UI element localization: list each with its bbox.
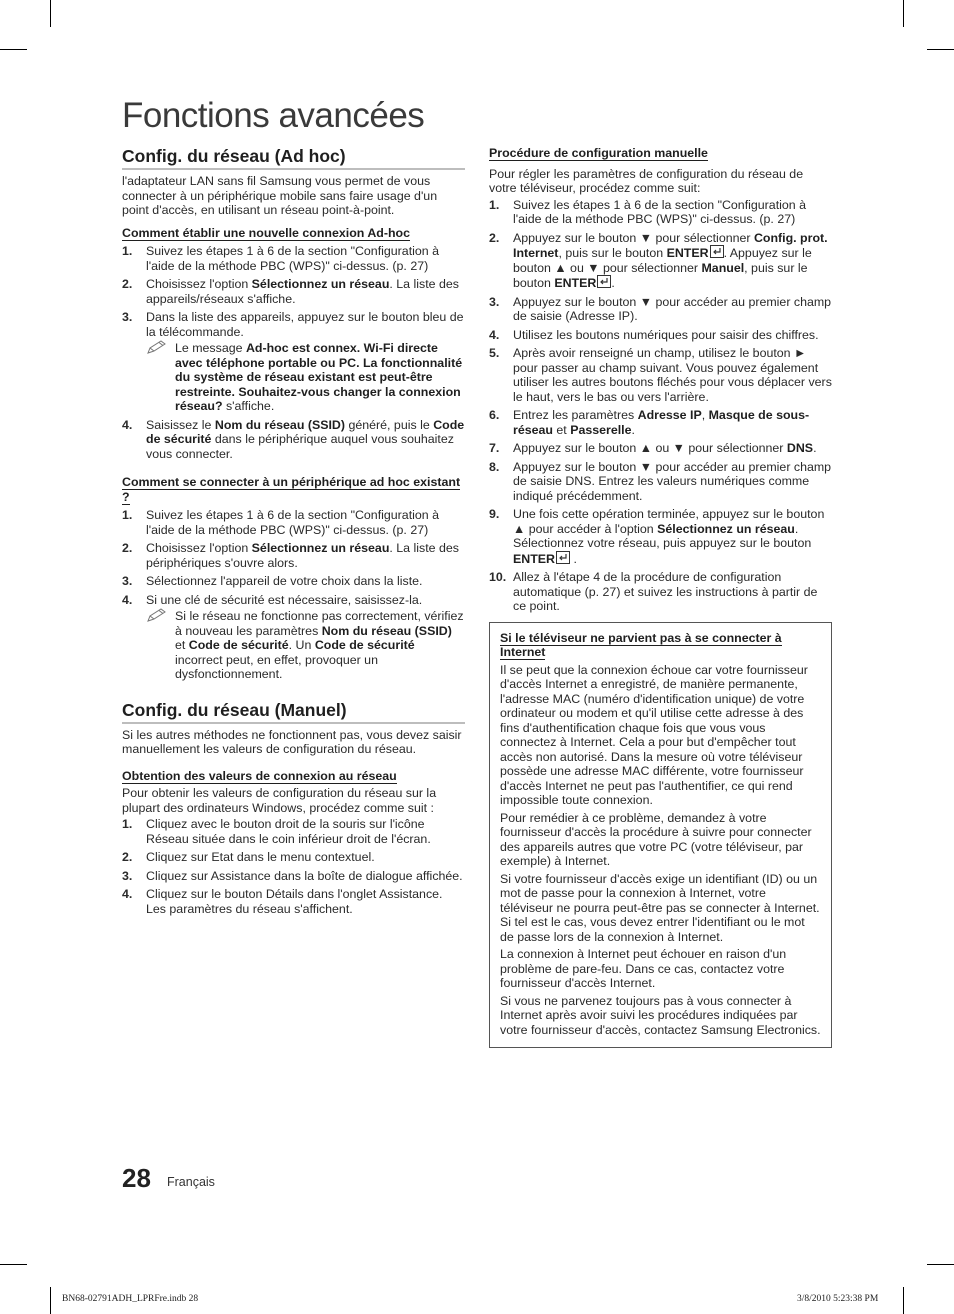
list-item: 2. Choisissez l'option Sélectionnez un réseau. La liste des périphériques s'ouvre alors.: [122, 541, 459, 570]
list-item: 4. Saisissez le Nom du réseau (SSID) généré, puis le Code de sécurité dans le périphérique auquel vous souhaitez vous connecter.: [122, 417, 465, 461]
section-title-adhoc: Config. du réseau (Ad hoc): [122, 146, 465, 170]
list-item: 8. Appuyez sur le bouton ▼ pour accéder au premier champ de saisie DNS. Entrez les valeurs numériques comme indiqué précédemment.: [489, 459, 832, 503]
list-item: 2. Appuyez sur le bouton ▼ pour sélectionner Config. prot. Internet, puis sur le bouton ENTER . Appuyez sur le bouton ▲ ou ▼ pour sélectionner Manuel, puis sur le bouton ENTER .: [489, 230, 828, 290]
subhead-existing-adhoc: Comment se connecter à un périphérique ad hoc existant ?: [122, 475, 461, 504]
crop-mark-top-left: [50, 0, 51, 27]
note: Le message Ad-hoc est connex. Wi-Fi directe avec téléphone portable ou PC. La fonctionnalité du système de réseau existant est peut-être restreinte. Souhaitez-vous changer la connexion réseau? s'affiche.: [146, 341, 465, 414]
obtain-intro: Pour obtenir les valeurs de configuration du réseau sur la plupart des ordinateurs Windows, procédez comme suit :: [122, 786, 437, 815]
troubleshooting-paragraph: Si vous ne parvenez toujours pas à vous connecter à Internet après avoir suivi les procédures indiquées par votre fournisseur d'accès, contactez Samsung Electronics.: [500, 993, 821, 1037]
enter-icon: [597, 275, 611, 288]
list-item: 3. Appuyez sur le bouton ▼ pour accéder au premier champ de saisie (Adresse IP).: [489, 294, 832, 323]
list-item: 10. Allez à l'étape 4 de la procédure de configuration automatique (p. 27) et suivez les instructions à partir de ce point.: [489, 570, 818, 613]
manual-intro: Si les autres méthodes ne fonctionnent pas, vous devez saisir manuellement les valeurs de configuration du réseau.: [122, 727, 462, 756]
left-column: [122, 146, 465, 920]
troubleshooting-paragraph: Il se peut que la connexion échoue car votre fournisseur d'accès Internet a enregistré, de manière permanente, l'adresse MAC (numéro d'identification unique) de votre ordinateur ou modem et qu'il utilise cette adresse à des fins d'authentification chaque fois que vous vous connectez à Internet. Cela a pour but d'empêcher tout accès non autorisé. Dans la mesure où votre téléviseur possède une adresse MAC différente, votre fournisseur d'accès Internet ne peut pas l'authentifier, ce qui rend impossible toute connexion.: [500, 662, 808, 807]
list-item: 4. Si une clé de sécurité est nécessaire, saisissez-la. Si le réseau ne fonctionne pas correctement, vérifiez à nouveau les paramètres Nom du réseau (SSID) et Code de sécurité. Un Code de sécurité incorrect peut, en effet, provoquer un dysfonctionnement.: [122, 592, 464, 681]
page-language: Français: [167, 1175, 215, 1189]
crop-mark-bottom-right-h: [927, 1264, 954, 1265]
note: Si le réseau ne fonctionne pas correctement, vérifiez à nouveau les paramètres Nom du réseau (SSID) et Code de sécurité. Un Code de sécurité incorrect peut, en effet, provoquer un dysfonctionnement.: [146, 609, 465, 682]
crop-mark-top-right: [903, 0, 904, 27]
crop-mark-top-right-h: [927, 49, 954, 50]
list-item: 1. Cliquez avec le bouton droit de la souris sur l'icône Réseau située dans le coin inférieur droit de l'écran.: [122, 817, 431, 846]
list-item: 4. Utilisez les boutons numériques pour saisir des chiffres.: [489, 327, 819, 342]
crop-mark-bottom-right: [903, 1287, 904, 1314]
adhoc-intro: l'adaptateur LAN sans fil Samsung vous permet de vous connecter à un périphérique mobile sans faire usage d'un point d'accès, en utilisant un réseau point-à-point.: [122, 174, 438, 217]
list-item: 9. Une fois cette opération terminée, appuyez sur le bouton ▲ pour accéder à l'option Sélectionnez un réseau. Sélectionnez votre réseau, puis appuyez sur le bouton ENTER .: [489, 507, 825, 566]
list-item: 1. Suivez les étapes 1 à 6 de la section "Configuration à l'aide de la méthode PBC (WPS)" ci-dessus. (p. 27): [489, 197, 807, 226]
pencil-note-icon: [146, 339, 168, 355]
enter-icon: [556, 551, 570, 564]
right-column: [489, 146, 832, 1048]
enter-icon: [710, 245, 724, 258]
troubleshooting-paragraph: La connexion à Internet peut échouer en raison d'un problème de pare-feu. Dans ce cas, contactez votre fournisseur d'accès Internet.: [500, 947, 787, 990]
subhead-new-adhoc: Comment établir une nouvelle connexion Ad-hoc: [122, 225, 410, 240]
section-title-manual: Config. du réseau (Manuel): [122, 700, 465, 724]
list-item: 6. Entrez les paramètres Adresse IP, Masque de sous-réseau et Passerelle.: [489, 408, 810, 437]
list-item: 1. Suivez les étapes 1 à 6 de la section "Configuration à l'aide de la méthode PBC (WPS)" ci-dessus. (p. 27): [122, 508, 440, 537]
crop-mark-bottom-left: [50, 1287, 51, 1314]
steps-existing-adhoc: [122, 508, 465, 682]
list-item: 3. Sélectionnez l'appareil de votre choix dans la liste.: [122, 574, 423, 588]
procedure-intro: Pour régler les paramètres de configuration du réseau de votre téléviseur, procédez comme suit:: [489, 166, 804, 195]
footer-file-name: BN68-02791ADH_LPRFre.indb 28: [62, 1294, 199, 1304]
page-number: 28: [122, 1163, 151, 1193]
list-item: 4. Cliquez sur le bouton Détails dans l'onglet Assistance. Les paramètres du réseau s'affichent.: [122, 887, 443, 916]
crop-mark-bottom-left-h: [0, 1264, 27, 1265]
list-item: 3. Dans la liste des appareils, appuyez sur le bouton bleu de la télécommande. Le message Ad-hoc est connex. Wi-Fi directe avec téléphone portable ou PC. La fonctionnalité du système de réseau existant est peut-être restreinte. Souhaitez-vous changer la connexion réseau? s'affiche.: [122, 310, 464, 413]
steps-obtain-values: [122, 817, 465, 916]
list-item: 3. Cliquez sur Assistance dans la boîte de dialogue affichée.: [122, 868, 463, 883]
steps-new-adhoc: [122, 244, 465, 461]
subhead-obtain-values: Obtention des valeurs de connexion au réseau: [122, 768, 397, 783]
list-item: 1. Suivez les étapes 1 à 6 de la section "Configuration à l'aide de la méthode PBC (WPS)" ci-dessus. (p. 27): [122, 244, 440, 273]
list-item: 5. Après avoir renseigné un champ, utilisez le bouton ► pour passer au champ suivant. Vous pouvez également utiliser les autres boutons fléchés pour vous déplacer vers le haut, vers le bas ou vers l'arrière.: [489, 346, 832, 404]
pencil-note-icon: [146, 607, 168, 623]
page-title: Fonctions avancées: [122, 96, 425, 135]
troubleshooting-box: [489, 622, 832, 1049]
troubleshooting-heading: Si le téléviseur ne parvient pas à se connecter à Internet: [500, 630, 782, 659]
list-item: 2. Choisissez l'option Sélectionnez un réseau. La liste des appareils/réseaux s'affiche.: [122, 277, 459, 306]
footer-timestamp: 3/8/2010 5:23:38 PM: [797, 1294, 879, 1304]
list-item: 2. Cliquez sur Etat dans le menu contextuel.: [122, 850, 375, 864]
troubleshooting-paragraph: Si votre fournisseur d'accès exige un identifiant (ID) ou un mot de passe pour la connexion à Internet, votre téléviseur ne pourra peut-être pas se connecter à Internet. Si tel est le cas, vous devez entrer l'identifiant ou le mot de passe lors de la connexion à Internet.: [500, 871, 820, 944]
list-item: 7. Appuyez sur le bouton ▲ ou ▼ pour sélectionner DNS.: [489, 441, 817, 455]
troubleshooting-paragraph: Pour remédier à ce problème, demandez à votre fournisseur d'accès la procédure à suivre pour connecter des appareils autres que votre PC (votre téléviseur, par exemple) à Internet.: [500, 810, 812, 868]
crop-mark-top-left-h: [0, 49, 27, 50]
steps-manual-procedure: [489, 198, 832, 614]
subhead-manual-procedure: Procédure de configuration manuelle: [489, 146, 708, 160]
